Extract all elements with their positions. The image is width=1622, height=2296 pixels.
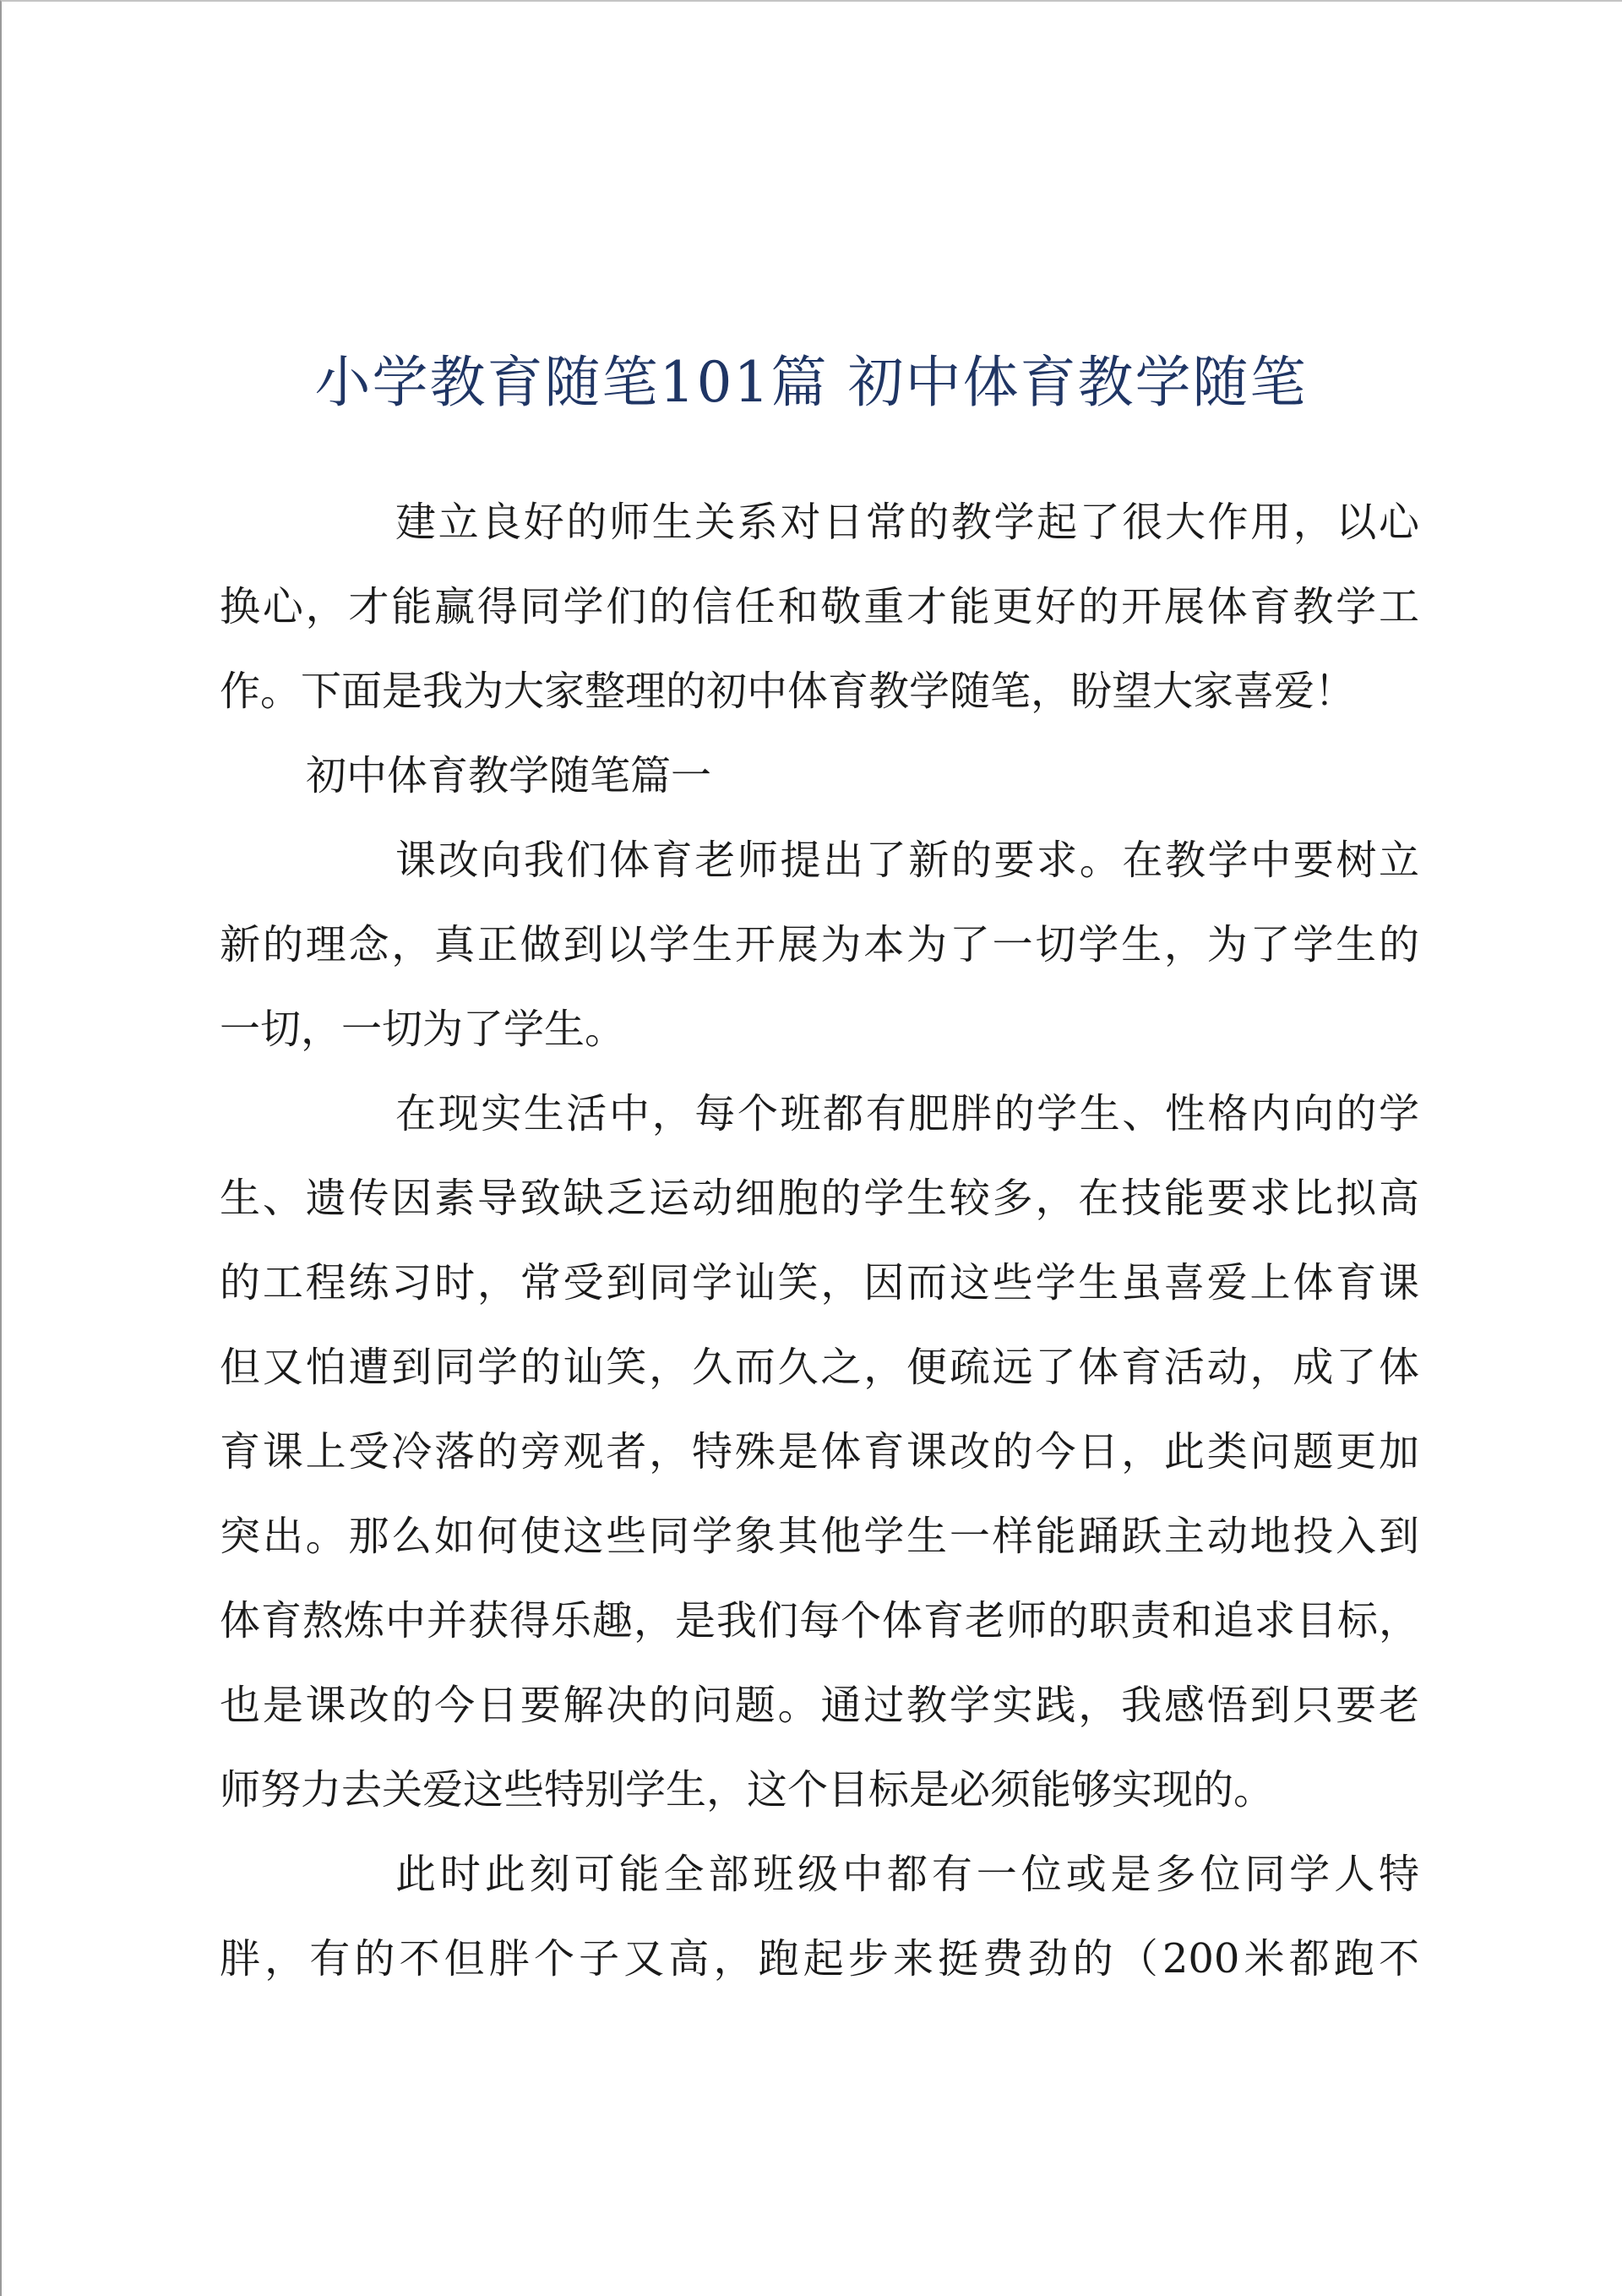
paragraph-2-line-1: 课改向我们体育老师提出了新的要求。在教学中要树立 [395,837,1419,884]
paragraph-3-line-8: 也是课改的今日要解决的问题。通过教学实践，我感悟到只要老 [220,1682,1419,1729]
paragraph-1-line-1: 建立良好的师生关系对日常的教学起了很大作用，以心 [395,499,1419,546]
paragraph-3-line-9: 师努力去关爱这些特别学生，这个目标是必须能够实现的。 [220,1766,1275,1813]
paragraph-4-line-1: 此时此刻可能全部班级中都有一位或是多位同学人特 [395,1851,1419,1898]
paragraph-1-line-2: 换心，才能赢得同学们的信任和敬重才能更好的开展体育教学工 [220,583,1419,630]
paragraph-1-line-3: 作。下面是我为大家整理的初中体育教学随笔，盼望大家喜爱！ [220,668,1356,715]
paragraph-3-line-6: 突出。那么如何使这些同学象其他学生一样能踊跃主动地投入到 [220,1513,1419,1560]
paragraph-4-line-2: 胖，有的不但胖个子又高，跑起步来挺费劲的（200米都跑不 [220,1935,1419,1982]
section-heading: 初中体育教学随笔篇一 [306,752,712,799]
paragraph-3-line-2: 生、遗传因素导致缺乏运动细胞的学生较多，在技能要求比拟高 [220,1175,1419,1222]
paragraph-2-line-2: 新的理念，真正做到以学生开展为本为了一切学生，为了学生的 [220,921,1419,968]
paragraph-2-line-3: 一切，一切为了学生。 [220,1006,626,1053]
document-title: 小学教育随笔101篇 初中体育教学随笔 [314,350,1308,415]
paragraph-3-line-3: 的工程练习时，常受到同学讪笑，因而这些学生虽喜爱上体育课 [220,1259,1419,1306]
paragraph-3-line-7: 体育熬炼中并获得乐趣，是我们每个体育老师的职责和追求目标， [220,1597,1419,1644]
paragraph-3-line-4: 但又怕遭到同学的讪笑，久而久之，便疏远了体育活动，成了体 [220,1344,1419,1391]
paragraph-3-line-5: 育课上受冷落的旁观者，特殊是体育课改的今日，此类问题更加 [220,1428,1419,1475]
paragraph-3-line-1: 在现实生活中，每个班都有肥胖的学生、性格内向的学 [395,1090,1419,1137]
